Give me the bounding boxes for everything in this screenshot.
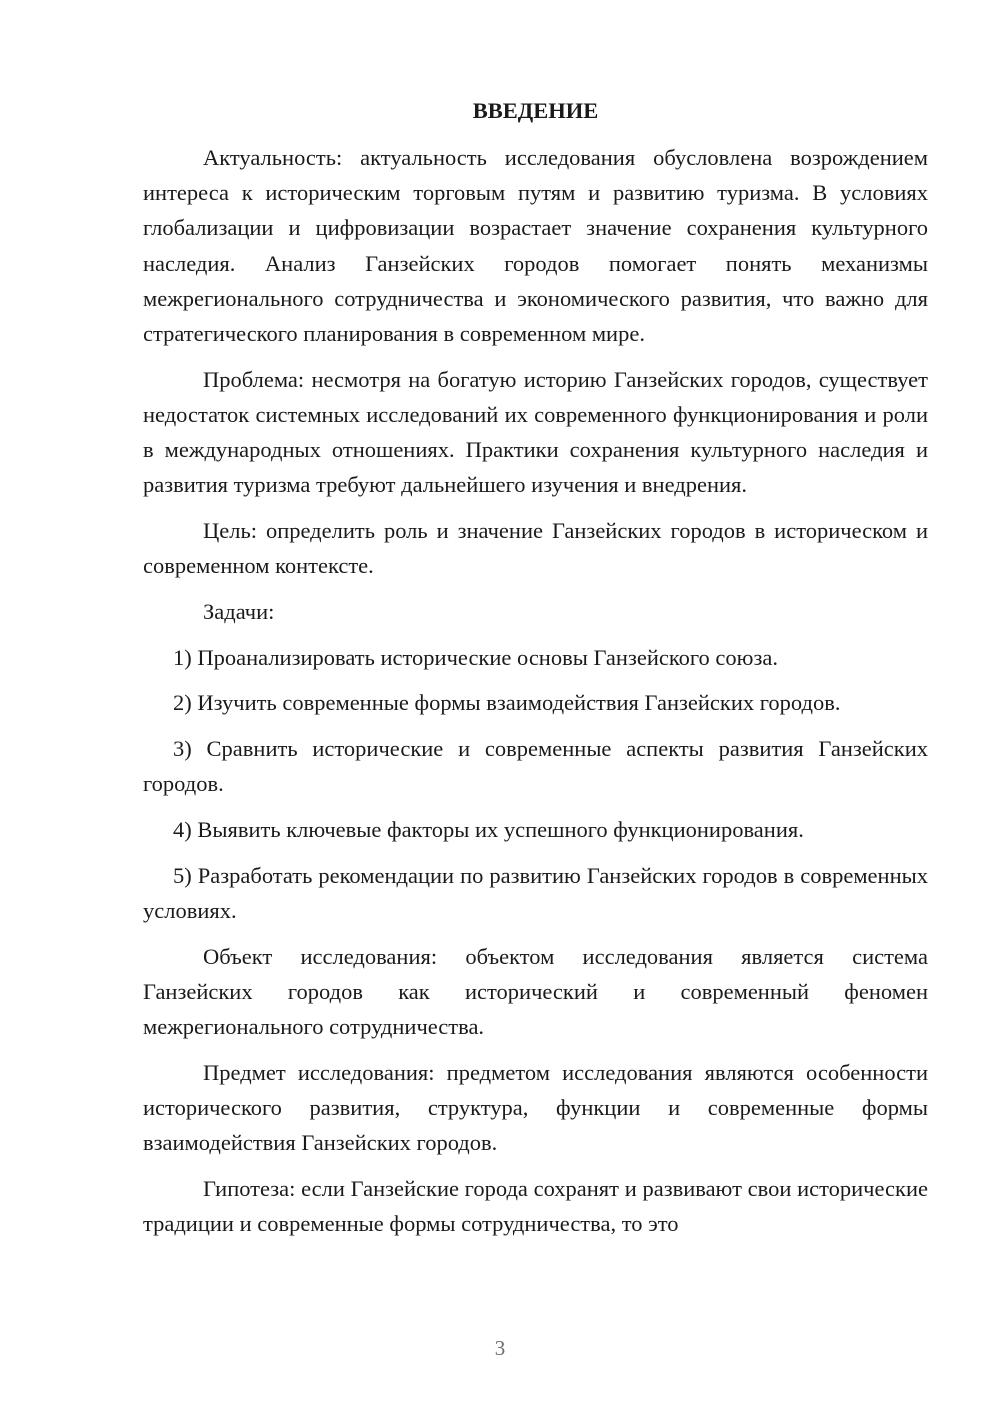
document-body bbox=[143, 93, 928, 1252]
page-title: ВВЕДЕНИЕ bbox=[472, 98, 599, 123]
task-item-5: 5) Разработать рекомендации по развитию Ганзейских городов в современных условиях. bbox=[143, 862, 928, 923]
subject-paragraph: Предмет исследования: предметом исследования являются особенности исторического развития, структура, функции и современные формы взаимодействия Ганзейских городов. bbox=[143, 1059, 928, 1156]
task-item-2: 2) Изучить современные формы взаимодействия Ганзейских городов. bbox=[173, 690, 841, 716]
task-item-1: 1) Проанализировать исторические основы Ганзейского союза. bbox=[173, 644, 778, 670]
problem-paragraph: Проблема: несмотря на богатую историю Ганзейских городов, существует недостаток системных исследований их современного функционирования и роли в международных отношениях. Практики сохранения культурного наследия и развития туризма требуют дальнейшего изучения и внедрения. bbox=[143, 366, 928, 498]
tasks-label: Задачи: bbox=[203, 598, 275, 624]
goal-paragraph: Цель: определить роль и значение Ганзейских городов в историческом и современном контексте. bbox=[143, 518, 928, 579]
hypothesis-paragraph: Гипотеза: если Ганзейские города сохранят и развивают свои исторические традиции и современные формы сотрудничества, то это bbox=[143, 1175, 928, 1236]
task-item-3: 3) Сравнить исторические и современные аспекты развития Ганзейских городов. bbox=[143, 736, 928, 797]
relevance-paragraph: Актуальность: актуальность исследования обусловлена возрождением интереса к историческим торговым путям и развитию туризма. В условиях глобализации и цифровизации возрастает значение сохранения культурного наследия. Анализ Ганзейских городов помогает понять механизмы межрегионального сотрудничества и экономического развития, что важно для стратегического планирования в современном мире. bbox=[143, 145, 928, 347]
task-item-4: 4) Выявить ключевые факторы их успешного функционирования. bbox=[173, 816, 804, 842]
object-paragraph: Объект исследования: объектом исследования является система Ганзейских городов как исторический и современный феномен межрегионального сотрудничества. bbox=[143, 943, 928, 1039]
page-number: 3 bbox=[494, 1336, 506, 1360]
